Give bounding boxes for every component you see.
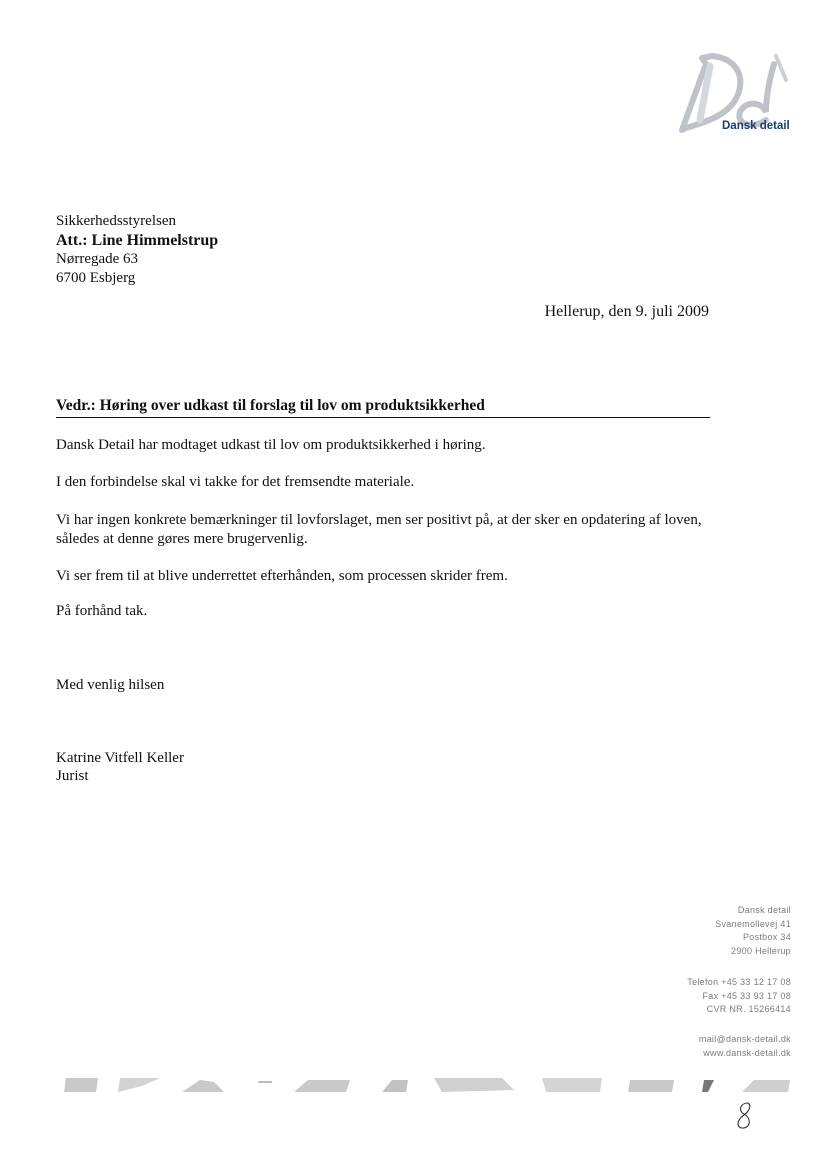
strip-shape xyxy=(742,1080,790,1092)
logo-brand-text: Dansk detail xyxy=(722,120,790,132)
recipient-city: 6700 Esbjerg xyxy=(56,270,136,286)
footer-postbox: Postbox 34 xyxy=(742,932,791,942)
strip-shape xyxy=(182,1080,224,1092)
recipient-attention: Att.: Line Himmelstrup xyxy=(56,232,219,249)
strip-shape xyxy=(628,1080,674,1092)
handwritten-page-mark xyxy=(732,1100,756,1132)
strip-shape xyxy=(118,1078,160,1092)
decorative-footer-strip xyxy=(62,1074,792,1096)
body-paragraph-4: Vi ser frem til at blive underrettet efterhånden, som processen skrider frem. xyxy=(56,568,508,584)
strip-shape xyxy=(542,1078,602,1092)
footer-street: Svanemollevej 41 xyxy=(715,918,791,929)
body-paragraph-5: På forhånd tak. xyxy=(56,603,148,619)
footer-phone: Telefon +45 33 12 17 08 xyxy=(687,977,791,987)
footer-org: Dansk detail xyxy=(737,905,791,915)
strip-shape xyxy=(434,1078,514,1092)
letter-subject: Vedr.: Høring over udkast til forslag til lov om produktsikkerhed xyxy=(56,396,710,418)
strip-shape xyxy=(382,1080,408,1092)
strip-shape xyxy=(64,1078,98,1092)
recipient-organisation: Sikkerhedsstyrelsen xyxy=(56,213,176,229)
footer-web: www.dansk-detail.dk xyxy=(703,1047,791,1058)
strip-shape xyxy=(294,1080,350,1092)
footer-city: 2900 Hellerup xyxy=(731,945,791,956)
footer-email: mail@dansk-detail.dk xyxy=(698,1034,791,1044)
footer-fax: Fax +45 33 93 17 08 xyxy=(702,990,791,1001)
dansk-detail-logo xyxy=(676,50,798,142)
body-paragraph-3: Vi har ingen konkrete bemærkninger til lovforslaget, men ser positivt på, at der sker en opdatering af loven, således at denne gøres mere brugervenlig. xyxy=(56,512,702,547)
footer-contact xyxy=(687,976,791,1017)
letter-date: Hellerup, den 9. juli 2009 xyxy=(544,303,709,320)
recipient-street: Nørregade 63 xyxy=(56,251,139,267)
signatory-name: Katrine Vitfell Keller xyxy=(56,750,184,766)
closing-greeting: Med venlig hilsen xyxy=(56,677,165,693)
recipient-address xyxy=(56,212,218,288)
body-paragraph-2: I den forbindelse skal vi takke for det fremsendte materiale. xyxy=(56,474,415,490)
body-paragraph-1: Dansk Detail har modtaget udkast til lov om produktsikkerhed i høring. xyxy=(56,437,486,453)
footer-online xyxy=(699,1033,791,1060)
footer-cvr: CVR NR. 15266414 xyxy=(706,1004,791,1014)
strip-shape xyxy=(702,1080,714,1092)
signatory-title: Jurist xyxy=(56,768,89,784)
footer-address xyxy=(715,904,791,958)
